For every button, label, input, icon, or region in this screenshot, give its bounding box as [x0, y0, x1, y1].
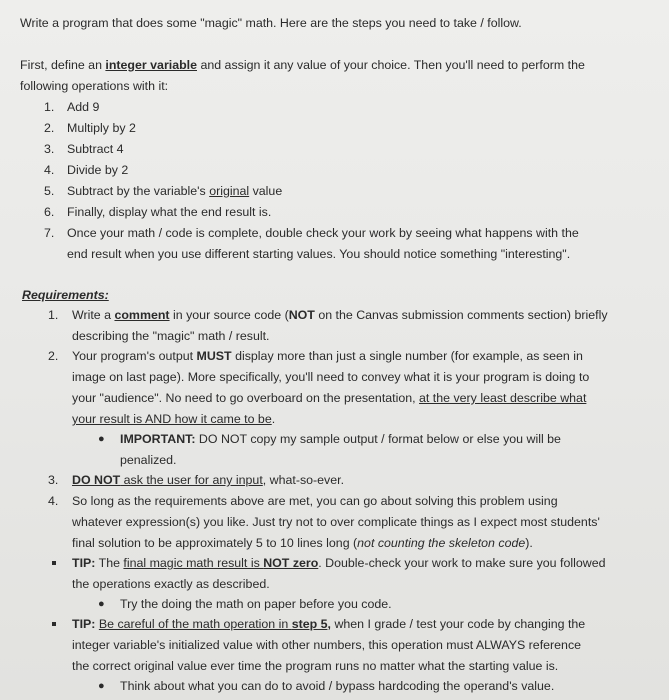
step-number: 1.: [44, 100, 55, 114]
first-paragraph-line-2: following operations with it:: [20, 79, 169, 93]
original-term: original: [209, 184, 250, 198]
tip2-post: when I grade / test your code by changing the: [331, 617, 586, 631]
tip-subpoint: Try the doing the math on paper before you code.: [120, 597, 392, 611]
tip-text: [72, 553, 605, 574]
r4-line3-post: ).: [525, 536, 533, 550]
important-note: [120, 429, 561, 450]
requirement-text: [72, 305, 608, 326]
r3-post: , what-so-ever.: [262, 473, 345, 487]
requirement-text: [72, 388, 586, 409]
step-text: [67, 181, 282, 202]
requirement-text: [72, 409, 275, 430]
r4-italic: not counting the skeleton code: [357, 536, 526, 550]
important-label: IMPORTANT:: [120, 432, 196, 446]
tip1-pre: The: [95, 556, 124, 570]
step-number: 4.: [44, 163, 55, 177]
requirement-number: 1.: [48, 308, 59, 322]
tip2-underlined: Be careful of the math operation in: [98, 617, 292, 631]
integer-variable-term: integer variable: [105, 58, 197, 72]
first-paragraph-pre: First, define an: [20, 58, 106, 72]
bullet-icon: ●: [98, 598, 105, 610]
tip1-post: . Double-check your work to make sure you followed: [318, 556, 606, 570]
intro-text: Write a program that does some "magic" math. Here are the steps you need to take / follow.: [20, 16, 522, 30]
tip-subpoint: Think about what you can do to avoid / bypass hardcoding the operand's value.: [120, 679, 555, 693]
r2-pre: Your program's output: [72, 349, 197, 363]
comment-term: comment: [114, 308, 170, 322]
step-text: Finally, display what the end result is.: [67, 205, 272, 219]
step-text: Add 9: [67, 100, 100, 114]
r1-post: on the Canvas submission comments section) briefly: [314, 308, 608, 322]
square-bullet-icon: [52, 561, 56, 565]
not-zero-term: NOT zero: [263, 556, 319, 570]
r1-pre: Write a: [72, 308, 115, 322]
step-5-post: value: [249, 184, 283, 198]
requirement-number: 4.: [48, 494, 59, 508]
step-text: end result when you use different starting values. You should notice something "interesting".: [67, 247, 571, 261]
important-text: DO NOT copy my sample output / format below or else you will be: [195, 432, 561, 446]
square-bullet-icon: [52, 622, 56, 626]
first-paragraph-line-1: [20, 55, 585, 76]
requirement-text: whatever expression(s) you like. Just try not to over complicate things as I expect most students': [72, 515, 600, 529]
step-text: Multiply by 2: [67, 121, 136, 135]
tip-text: the operations exactly as described.: [72, 577, 270, 591]
requirement-text: image on last page). More specifically, you'll need to convey what it is your program is doing to: [72, 370, 590, 384]
r2-line3-underlined: at the very least describe what: [419, 391, 587, 405]
r2-line4-post: .: [271, 412, 276, 426]
r2-line3-pre: your "audience". No need to go overboard on the presentation,: [72, 391, 420, 405]
tip-label: TIP:: [72, 617, 96, 631]
step-number: 7.: [44, 226, 55, 240]
tip-text: [72, 614, 585, 635]
not-term: NOT: [288, 308, 315, 322]
step-number: 3.: [44, 142, 55, 156]
important-note-line-2: penalized.: [120, 453, 177, 467]
requirement-text: [72, 533, 533, 554]
requirement-text: So long as the requirements above are met, you can go about solving this problem using: [72, 494, 558, 508]
step-5-pre: Subtract by the variable's: [67, 184, 210, 198]
step-number: 5.: [44, 184, 55, 198]
requirement-number: 3.: [48, 473, 59, 487]
requirements-heading: [22, 285, 109, 306]
bullet-icon: ●: [98, 680, 105, 692]
requirement-number: 2.: [48, 349, 59, 363]
requirement-text: [72, 346, 583, 367]
requirements-heading-text: Requirements:: [22, 288, 109, 302]
first-paragraph-post: and assign it any value of your choice. Then you'll need to perform the: [197, 58, 585, 72]
step-5-term: step 5,: [291, 617, 331, 631]
requirement-text: [72, 470, 344, 491]
do-not-term: DO NOT: [72, 473, 121, 487]
tip-label: TIP:: [72, 556, 96, 570]
requirement-text: describing the "magic" math / result.: [72, 329, 270, 343]
must-term: MUST: [196, 349, 232, 363]
r3-underlined: ask the user for any input: [120, 473, 263, 487]
tip-text: integer variable's initialized value with other numbers, this operation must ALWAYS reference: [72, 638, 582, 652]
r2-post: display more than just a single number (for example, as seen in: [231, 349, 583, 363]
r2-line4-underlined: your result is AND how it came to be: [72, 412, 272, 426]
step-text: Once your math / code is complete, double check your work by seeing what happens with the: [67, 226, 579, 240]
step-number: 6.: [44, 205, 55, 219]
bullet-icon: ●: [98, 433, 105, 445]
tip1-underlined: final magic math result is: [123, 556, 264, 570]
r1-mid: in your source code (: [169, 308, 289, 322]
r4-line3-pre: final solution to be approximately 5 to 10 lines long (: [72, 536, 358, 550]
step-text: Divide by 2: [67, 163, 129, 177]
tip-text: the correct original value ever time the program runs no matter what the starting value is.: [72, 659, 559, 673]
step-text: Subtract 4: [67, 142, 124, 156]
step-number: 2.: [44, 121, 55, 135]
